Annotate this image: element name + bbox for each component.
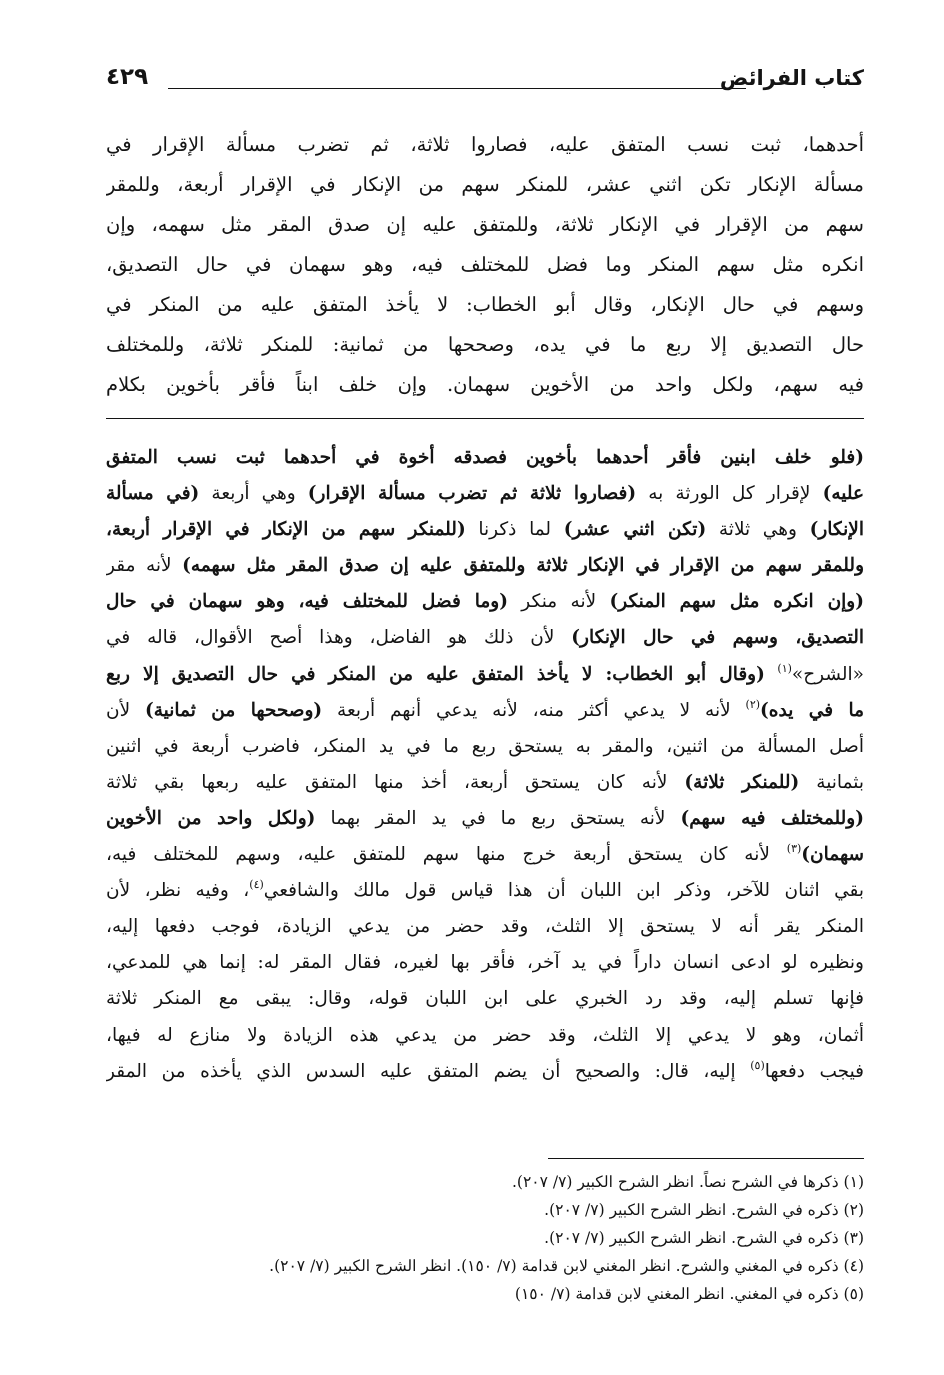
page-number: ٤٢٩: [106, 64, 149, 90]
sharh-text: أثمان، وهو لا يدعي إلا الثلث، وقد حضر من يدعي هذه الزيادة ولا منازع له فيها،: [106, 1024, 864, 1046]
matn-quote: (ولكل واحد من الأخوين: [106, 807, 316, 829]
sharh-line: [106, 837, 864, 873]
matn-line: انكره مثل سهم المنكر وما فضل للمختلف فيه، وهو سهمان في حال التصديق،: [106, 253, 864, 276]
matn-quote: (فصاروا ثلاثة ثم تضرب مسألة الإقرار): [307, 483, 637, 505]
sharh-line: [106, 584, 864, 620]
footnote: (٥) ذكره في المغني. انظر المغني لابن قدامة (٧/ ١٥٠): [514, 1285, 864, 1303]
sharh-line: [106, 873, 864, 909]
sharh-commentary: [106, 440, 864, 1090]
sharh-line: [106, 476, 864, 512]
sharh-text: بثمانية: [799, 771, 864, 793]
footnote-marker: (٢): [745, 697, 761, 711]
matn-quote: التصديق، وسهم في حال الإنكار): [571, 627, 864, 649]
matn-line: مسألة الإنكار تكن اثني عشر، للمنكر سهم من الإنكار في الإقرار أربعة، وللمقر: [106, 173, 864, 196]
sharh-text: أصل المسألة من اثنين، والمقر به يستحق ربع ما في يد المنكر، فاضرب أربعة في اثنين: [106, 735, 864, 757]
sharh-line: [106, 657, 864, 693]
matn-quote: الإنكار): [809, 519, 864, 541]
sharh-text: فيجب دفعها: [764, 1060, 864, 1082]
footnote: (٤) ذكره في المغني والشرح. انظر المغني لابن قدامة (٧/ ١٥٠). انظر الشرح الكبير (٧/ ٢٠٧).: [269, 1257, 864, 1275]
sharh-text: المنكر يقر أنه لا يستحق إلا الثلث، وقد حضر من يدعي الزيادة، فوجب دفعها إليه،: [106, 916, 864, 938]
footnotes: [106, 1168, 864, 1308]
footnote: (٢) ذكره في الشرح. انظر الشرح الكبير (٧/ ٢٠٧).: [544, 1201, 864, 1219]
sharh-text: ونظيره لو ادعى انسان داراً في يد آخر، فأقر بها لغيره، فقال المقر له: إنما هي للمدعي،: [106, 952, 864, 974]
matn-line: حال التصديق إلا ربع ما في يده، وصححها من ثمانية: للمنكر ثلاثة، وللمختلف: [106, 333, 864, 356]
matn-quote: (وما فضل للمختلف فيه، وهو سهمان في حال: [106, 591, 508, 613]
footnote-marker: (٥): [750, 1058, 765, 1072]
sharh-text: ، وفيه نظر، لأن: [106, 880, 250, 902]
matn-sharh-separator: [106, 418, 864, 419]
sharh-line: [106, 693, 864, 729]
sharh-line: [106, 1054, 864, 1090]
sharh-line: [106, 1018, 864, 1054]
sharh-text: لأن: [106, 699, 145, 721]
footnote: (١) ذكرها في الشرح نصاً. انظر الشرح الكبير (٧/ ٢٠٧).: [511, 1173, 864, 1191]
matn-quote: (وصححها من ثمانية): [145, 699, 323, 721]
sharh-text: لإقرار كل الورثة به: [636, 483, 823, 505]
matn-quote: وللمقر سهم من الإقرار في الإنكار ثلاثة وللمتفق عليه إن صدق المقر مثل سهمه): [182, 555, 864, 577]
sharh-text: فإنها تسلم إليه، وقد رد الخبري على ابن اللبان قوله، وقال: يبقى مع المنكر ثلاثة: [106, 988, 864, 1010]
footnote: (٣) ذكره في الشرح. انظر الشرح الكبير (٧/ ٢٠٧).: [544, 1229, 864, 1247]
matn-quote: عليه): [822, 483, 864, 505]
matn-quote: (تكن اثني عشر): [563, 519, 707, 541]
footnote-rule: [548, 1158, 864, 1159]
matn-quote: (وإن انكره مثل سهم المنكر): [609, 591, 864, 613]
sharh-text: لأنه منكر: [507, 591, 610, 613]
sharh-line: [106, 909, 864, 945]
book-title: كتاب الفرائض: [719, 66, 864, 90]
matn-quote: (فلو خلف ابنين فأقر أحدهما بأخوين فصدقه أخوة في أحدهما ثبت نسب المتفق: [106, 447, 864, 468]
sharh-text: لأنه كان يستحق أربعة، أخذ منها المتفق عليه ربعها بقي ثلاثة: [106, 771, 685, 793]
footnote-marker: (٣): [786, 842, 802, 856]
matn-line: سهم من الإقرار في الإنكار ثلاثة، وللمتفق عليه إن صدق المقر مثل سهمه، وإن: [106, 213, 864, 236]
matn-quote: (للمنكر سهم من الإنكار في الإقرار أربعة،: [106, 519, 466, 541]
matn-quote: (وللمختلف فيه سهم): [680, 807, 864, 829]
sharh-line: [106, 548, 864, 584]
matn-quote: (في مسألة: [106, 483, 200, 505]
sharh-text: لما ذكرنا: [465, 519, 564, 541]
sharh-line: [106, 981, 864, 1017]
matn-quote: ما في يده): [760, 699, 864, 721]
page-header: [106, 60, 864, 100]
matn-line: وسهم في حال الإنكار، وقال أبو الخطاب: لا يأخذ المتفق عليه من المنكر في: [106, 293, 864, 316]
sharh-line: [106, 801, 864, 837]
sharh-line: [106, 945, 864, 981]
footnote-marker: (١): [777, 661, 792, 675]
sharh-text: [765, 664, 778, 685]
sharh-line: [106, 440, 864, 476]
header-rule: [168, 88, 746, 89]
sharh-line: [106, 512, 864, 548]
matn-text: [106, 125, 864, 405]
sharh-text: لأنه كان يستحق أربعة خرج منها سهم للمتفق عليه، وسهم للمختلف فيه،: [106, 844, 787, 866]
sharh-line: [106, 729, 864, 765]
matn-line: أحدهما، ثبت نسب المتفق عليه، فصاروا ثلاثة، ثم تضرب مسألة الإقرار في: [106, 133, 864, 156]
sharh-text: إليه، قال: والصحيح أن يضم المتفق عليه السدس الذي يأخذه من المقر: [106, 1060, 751, 1082]
sharh-line: [106, 620, 864, 656]
sharh-text: وهي أربعة: [199, 483, 308, 505]
matn-quote: (وقال أبو الخطاب: لا يأخذ المتفق عليه من المنكر في حال التصديق إلا ربع: [106, 663, 765, 685]
sharh-line: [106, 765, 864, 801]
matn-quote: (للمنكر ثلاثة): [684, 771, 800, 793]
sharh-text: «الشرح»: [791, 663, 864, 685]
matn-quote: سهمان): [801, 844, 864, 866]
sharh-text: لأنه مقر: [106, 555, 183, 577]
sharh-text: لأنه يستحق ربع ما في يد المقر بهما: [315, 807, 681, 829]
sharh-text: وهي ثلاثة: [706, 519, 810, 541]
sharh-text: لأنه لا يدعي أكثر منه، لأنه يدعي أنهم أربعة: [322, 699, 746, 721]
footnote-marker: (٤): [249, 878, 264, 892]
sharh-text: لأن ذلك هو الفاضل، وهذا أصح الأقوال، قاله في: [106, 627, 572, 649]
matn-line: فيه سهم، ولكل واحد من الأخوين سهمان. وإن خلف ابناً فأقر بأخوين بكلام: [106, 373, 864, 396]
sharh-text: بقي اثنان للآخر، وذكر ابن اللبان أن هذا قياس قول مالك والشافعي: [263, 880, 864, 902]
